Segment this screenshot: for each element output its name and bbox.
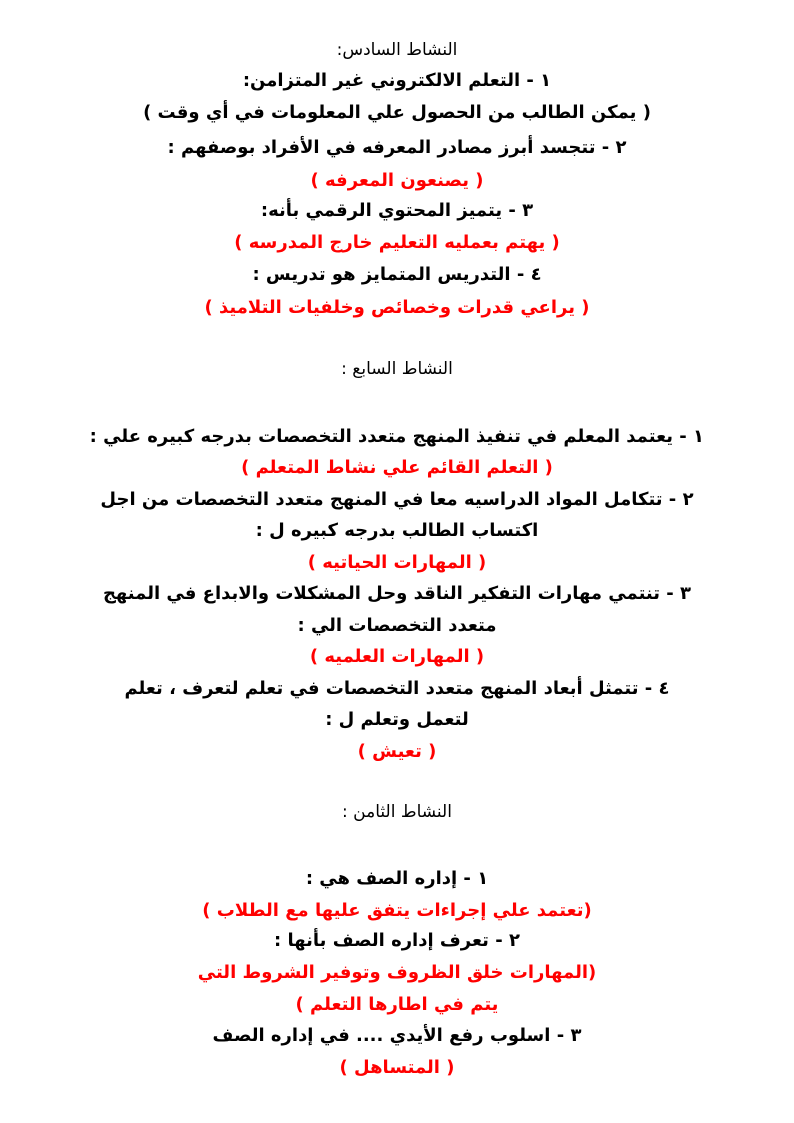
activity7-answer-3: ( المهارات العلميه ) [309, 646, 485, 667]
activity8-answer-1: (تعتمد علي إجراءات يتفق عليها مع الطلاب ) [202, 900, 592, 921]
activity6-question-1: ١ - التعلم الالكتروني غير المتزامن: [242, 70, 552, 91]
activity6-answer-2: ( يصنعون المعرفه ) [310, 170, 484, 191]
activity6-answer-4: ( يراعي قدرات وخصائص وخلفيات التلاميذ ) [204, 297, 590, 318]
activity8-answer-2-line2: يتم في اطارها التعلم ) [295, 994, 499, 1015]
activity6-answer-1: ( يمكن الطالب من الحصول علي المعلومات في أي وقت ) [143, 102, 651, 123]
activity6-question-3: ٣ - يتميز المحتوي الرقمي بأنه: [260, 200, 534, 221]
activity7-question-2-line1: ٢ - تتكامل المواد الدراسيه معا في المنهج متعدد التخصصات من اجل [100, 489, 694, 510]
activity7-question-3-line2: متعدد التخصصات الي : [297, 615, 497, 636]
activity7-answer-1: ( التعلم القائم علي نشاط المتعلم ) [241, 457, 553, 478]
activity7-question-1: ١ - يعتمد المعلم في تنفيذ المنهج متعدد التخصصات بدرجه كبيره علي : [89, 426, 704, 447]
activity6-answer-3: ( يهتم بعمليه التعليم خارج المدرسه ) [234, 232, 560, 253]
activity7-question-4-line2: لتعمل وتعلم ل : [325, 709, 469, 730]
activity8-answer-2-line1: (المهارات خلق الظروف وتوفير الشروط التي [197, 962, 597, 983]
activity8-title: النشاط الثامن : [342, 802, 452, 822]
activity6-title: النشاط السادس: [336, 40, 458, 60]
activity8-question-3: ٣ - اسلوب رفع الأيدي .... في إداره الصف [212, 1025, 582, 1046]
activity8-question-2: ٢ - تعرف إداره الصف بأنها : [274, 930, 520, 951]
activity6-question-4: ٤ - التدريس المتمايز هو تدريس : [252, 264, 542, 285]
activity7-question-4-line1: ٤ - تتمثل أبعاد المنهج متعدد التخصصات في تعلم لتعرف ، تعلم [124, 678, 670, 699]
activity7-answer-4: ( تعيش ) [357, 741, 437, 762]
activity7-question-3-line1: ٣ - تنتمي مهارات التفكير الناقد وحل المشكلات والابداع في المنهج [102, 583, 692, 604]
activity7-question-2-line2: اكتساب الطالب بدرجه كبيره ل : [255, 520, 539, 541]
activity8-question-1: ١ - إداره الصف هي : [305, 868, 489, 889]
activity6-question-2: ٢ - تتجسد أبرز مصادر المعرفه في الأفراد بوصفهم : [167, 137, 627, 158]
activity7-answer-2: ( المهارات الحياتيه ) [307, 552, 487, 573]
activity7-title: النشاط السابع : [341, 359, 453, 379]
activity8-answer-3: ( المتساهل ) [339, 1057, 455, 1078]
